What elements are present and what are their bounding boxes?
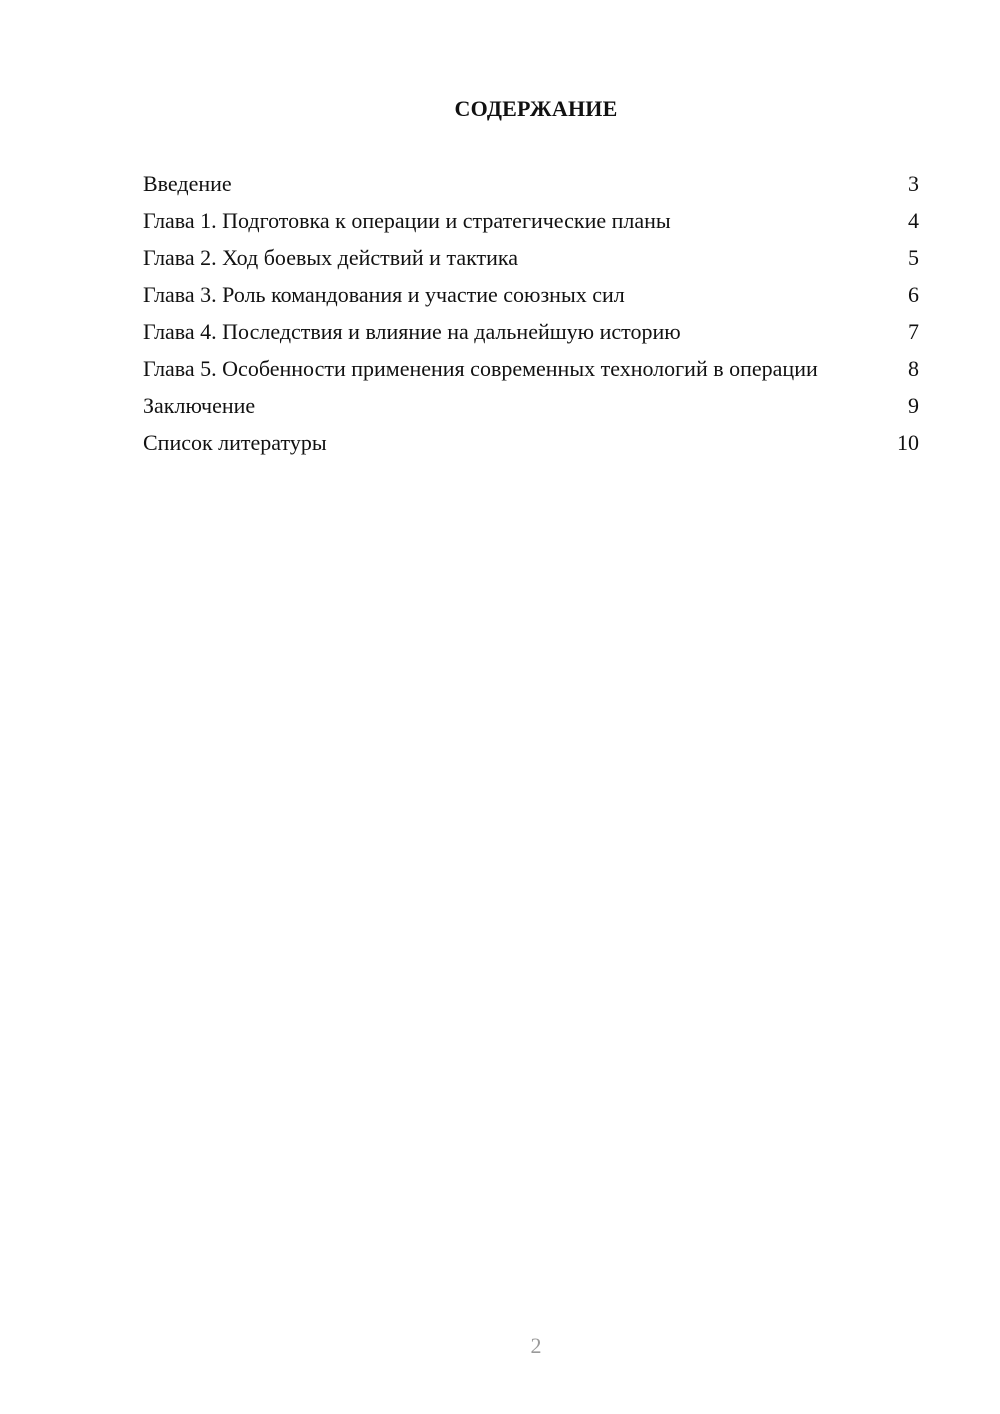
toc-entry-bibliography: [143, 429, 919, 457]
toc-entry-introduction: [143, 170, 919, 198]
toc-entry-title: Глава 1. Подготовка к операции и стратегические планы: [143, 208, 671, 233]
toc-entry-title: Глава 2. Ход боевых действий и тактика: [143, 245, 518, 270]
toc-entry-title: Глава 5. Особенности применения современных технологий в операции: [143, 356, 818, 381]
toc-entry-chapter-3: [143, 281, 919, 309]
toc-entry-page: 4: [908, 208, 919, 233]
toc-entry-page: 10: [897, 430, 919, 455]
toc-entry-conclusion: [143, 392, 919, 420]
toc-entry-chapter-1: [143, 207, 919, 235]
toc-entry-page: 5: [908, 245, 919, 270]
toc-entry-chapter-2: [143, 244, 919, 272]
toc-entry-title: Список литературы: [143, 430, 327, 455]
toc-entry-title: Глава 4. Последствия и влияние на дальнейшую историю: [143, 319, 681, 344]
toc-entry-page: 3: [908, 171, 919, 196]
toc-entry-title: Глава 3. Роль командования и участие союзных сил: [143, 282, 625, 307]
toc-entry-chapter-4: [143, 318, 919, 346]
page-number: 2: [530, 1333, 542, 1358]
toc-entry-page: 7: [908, 319, 919, 344]
toc-entry-page: 6: [908, 282, 919, 307]
page-title: СОДЕРЖАНИЕ: [454, 96, 618, 121]
toc-entry-chapter-5: [143, 355, 919, 383]
toc-entry-title: Заключение: [143, 393, 256, 418]
toc-entry-page: 9: [908, 393, 919, 418]
toc-entry-title: Введение: [143, 171, 232, 196]
toc-entry-page: 8: [908, 356, 919, 381]
table-of-contents: [143, 170, 919, 466]
